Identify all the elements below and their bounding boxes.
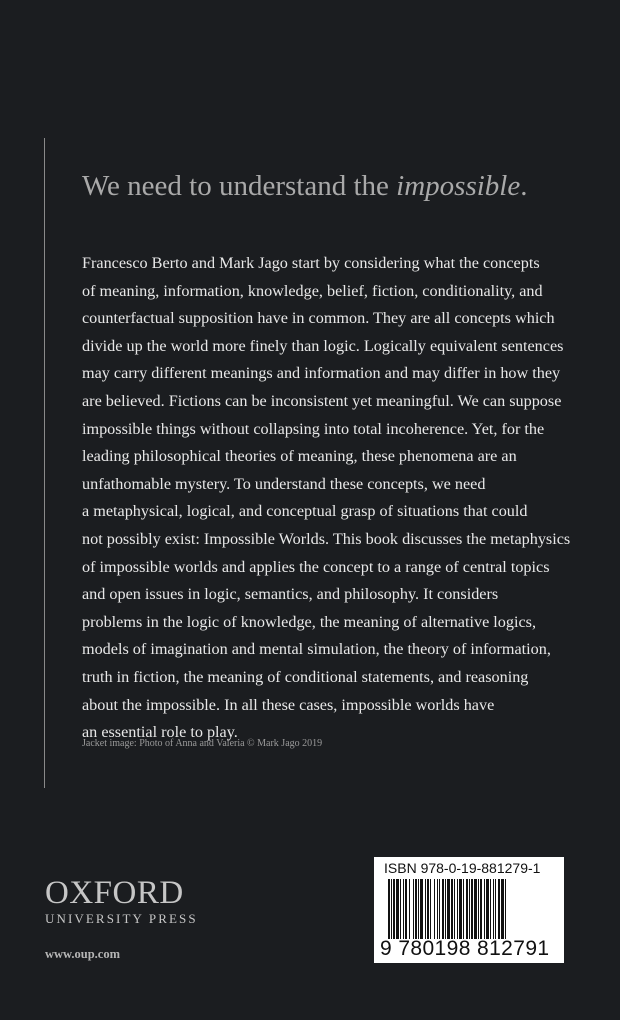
blurb-line: Francesco Berto and Mark Jago start by considering what the concepts <box>82 254 540 272</box>
isbn-barcode <box>374 857 564 963</box>
blurb-line: a metaphysical, logical, and conceptual grasp of situations that could <box>82 502 528 521</box>
blurb-line: divide up the world more finely than logic. Logically equivalent sentences <box>82 336 564 355</box>
barcode-digits: 9 780198 812791 <box>380 937 550 960</box>
blurb-line: counterfactual supposition have in common. They are all concepts which <box>82 309 555 328</box>
publisher-url: www.oup.com <box>45 947 121 961</box>
isbn-label: ISBN 978-0-19-881279-1 <box>384 860 541 876</box>
blurb-line: an essential role to play. <box>82 723 238 742</box>
blurb-line: unfathomable mystery. To understand these concepts, we need <box>82 474 486 493</box>
blurb-line: leading philosophical theories of meaning, these phenomena are an <box>82 447 517 466</box>
blurb-line: truth in fiction, the meaning of conditional statements, and reasoning <box>82 667 529 686</box>
blurb-line: of impossible worlds and applies the concept to a range of central topics <box>82 557 550 576</box>
blurb-line: about the impossible. In all these cases, impossible worlds have <box>82 695 495 714</box>
publisher-name: OXFORD <box>45 875 184 911</box>
blurb-line: are believed. Fictions can be inconsistent yet meaningful. We can suppose <box>82 391 562 410</box>
blurb-line: problems in the logic of knowledge, the meaning of alternative logics, <box>82 612 537 631</box>
vertical-rule <box>44 138 45 788</box>
blurb-line: of meaning, information, knowledge, belief, fiction, conditionality, and <box>82 281 543 300</box>
barcode-bars-icon <box>388 879 552 939</box>
blurb-line: not possibly exist: Impossible Worlds. This book discusses the metaphysics <box>82 529 571 548</box>
blurb-line: models of imagination and mental simulation, the theory of information, <box>82 640 551 659</box>
jacket-image-credit: Jacket image: Photo of Anna and Valeria © Mark Jago 2019 <box>82 738 323 749</box>
headline <box>82 168 602 204</box>
blurb-line: may carry different meanings and information and may differ in how they <box>82 364 561 383</box>
headline-suffix: . <box>520 170 528 202</box>
blurb-line: impossible things without collapsing into total incoherence. Yet, for the <box>82 419 545 438</box>
blurb-line: and open issues in logic, semantics, and philosophy. It considers <box>82 585 499 604</box>
blurb-paragraph <box>82 250 582 747</box>
publisher-logo <box>45 875 215 927</box>
headline-prefix: We need to understand the <box>82 170 397 202</box>
headline-emphasis: impossible <box>396 170 521 202</box>
publisher-press: UNIVERSITY PRESS <box>45 911 198 926</box>
